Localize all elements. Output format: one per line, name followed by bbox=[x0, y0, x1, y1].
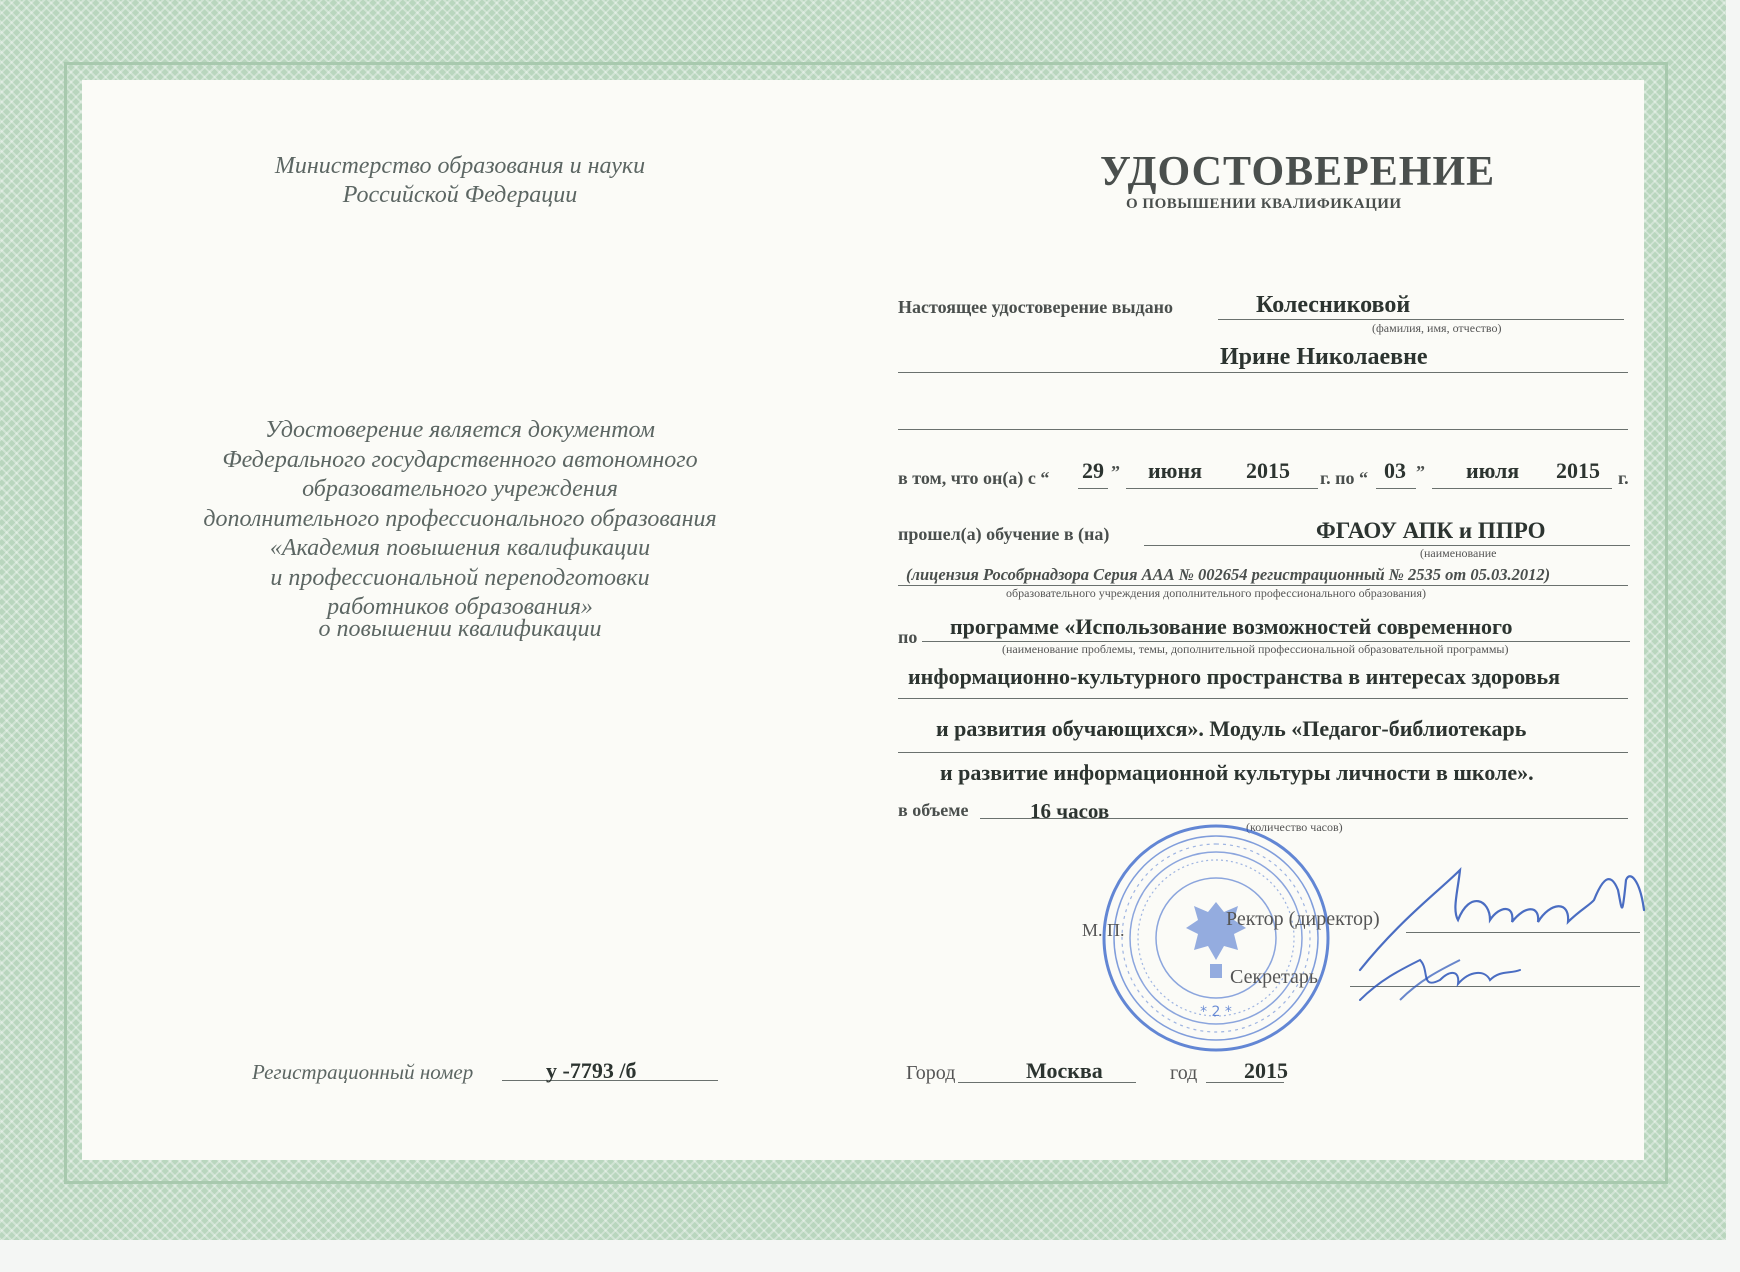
blank-underline bbox=[898, 429, 1628, 430]
certificate-title: УДОСТОВЕРЕНИЕ bbox=[1100, 149, 1496, 195]
start-year-underline bbox=[1244, 488, 1318, 489]
volume-hint: (количество часов) bbox=[1246, 820, 1343, 834]
volume-value: 16 часов bbox=[1030, 799, 1110, 823]
fio-hint: (фамилия, имя, отчество) bbox=[1372, 321, 1502, 335]
description-line: дополнительного профессионального образования bbox=[203, 505, 717, 532]
official-seal-stamp bbox=[1098, 820, 1334, 1056]
volume-label: в объеме bbox=[898, 800, 969, 820]
program-hint: (наименование проблемы, темы, дополнительной профессиональной образовательной программы) bbox=[1002, 642, 1509, 656]
secretary-signature bbox=[1350, 940, 1540, 1020]
end-month-underline bbox=[1432, 488, 1554, 489]
start-month: июня bbox=[1148, 458, 1203, 483]
description-line: Удостоверение является документом bbox=[265, 417, 655, 443]
description-line: образовательного учреждения bbox=[302, 476, 618, 502]
dates-suffix: г. bbox=[1618, 468, 1629, 488]
registration-number: у -7793 /б bbox=[546, 1058, 637, 1083]
ministry-name bbox=[180, 152, 740, 210]
start-day-underline bbox=[1078, 488, 1108, 489]
year-value: 2015 bbox=[1244, 1058, 1288, 1083]
year-label: год bbox=[1170, 1062, 1198, 1084]
description-line: «Академия повышения квалификации bbox=[269, 535, 651, 561]
end-day-close-quote: ” bbox=[1416, 462, 1425, 482]
registration-label: Регистрационный номер bbox=[252, 1060, 474, 1084]
program-label: по bbox=[898, 627, 918, 647]
program-underline-3 bbox=[898, 752, 1628, 753]
training-org: ФГАОУ АПК и ППРО bbox=[1316, 518, 1546, 543]
svg-text:* 2 *: * 2 * bbox=[1200, 1004, 1232, 1020]
start-day: 29 bbox=[1082, 458, 1104, 483]
secretary-label: Секретарь bbox=[1230, 966, 1319, 988]
city-value: Москва bbox=[1026, 1058, 1103, 1083]
ministry-line-2: Российской Федерации bbox=[342, 182, 578, 208]
issued-underline bbox=[1218, 319, 1624, 320]
recipient-surname: Колесниковой bbox=[1256, 292, 1411, 318]
rector-label: Ректор (директор) bbox=[1226, 908, 1380, 930]
training-underline bbox=[1144, 545, 1630, 546]
end-day: 03 bbox=[1384, 458, 1406, 483]
dates-mid: г. по “ bbox=[1320, 468, 1369, 488]
start-day-close-quote: ” bbox=[1111, 462, 1120, 482]
description-line: о повышении квалификации bbox=[318, 615, 602, 642]
mp-label: М. П. bbox=[1082, 920, 1125, 940]
start-year: 2015 bbox=[1246, 458, 1290, 483]
recipient-name: Ирине Николаевне bbox=[1220, 344, 1428, 370]
dates-prefix: в том, что он(а) с “ bbox=[898, 468, 1050, 488]
end-day-underline bbox=[1376, 488, 1416, 489]
description-line: Федерального государственного автономного bbox=[222, 446, 698, 473]
start-month-underline bbox=[1126, 488, 1260, 489]
certificate-subtitle: О ПОВЫШЕНИИ КВАЛИФИКАЦИИ bbox=[1126, 196, 1402, 212]
end-year: 2015 bbox=[1556, 458, 1600, 483]
license-text: (лицензия Рособрнадзора Серия ААА № 002654 регистрационный № 2535 от 05.03.2012) bbox=[906, 565, 1551, 584]
certificate-description bbox=[150, 416, 770, 644]
program-line-4: и развитие информационной культуры личности в школе». bbox=[940, 760, 1534, 785]
city-label: Город bbox=[906, 1062, 956, 1084]
end-month: июля bbox=[1466, 458, 1520, 483]
license-hint: образовательного учреждения дополнительного профессионального образования) bbox=[1006, 586, 1426, 600]
program-underline-2 bbox=[898, 698, 1628, 699]
name-underline bbox=[898, 372, 1628, 373]
end-year-underline bbox=[1554, 488, 1612, 489]
training-hint: (наименование bbox=[1420, 546, 1497, 560]
training-label: прошел(а) обучение в (на) bbox=[898, 524, 1110, 544]
description-line: работников образования» bbox=[327, 594, 593, 620]
program-line-3: и развития обучающихся». Модуль «Педагог-библиотекарь bbox=[936, 716, 1527, 741]
description-line: и профессиональной переподготовки bbox=[270, 564, 650, 591]
program-line-1: программе «Использование возможностей современного bbox=[950, 614, 1513, 639]
program-line-2: информационно-культурного пространства в интересах здоровья bbox=[908, 664, 1561, 689]
ministry-line-1: Министерство образования и науки bbox=[274, 153, 646, 179]
issued-label: Настоящее удостоверение выдано bbox=[898, 297, 1173, 317]
